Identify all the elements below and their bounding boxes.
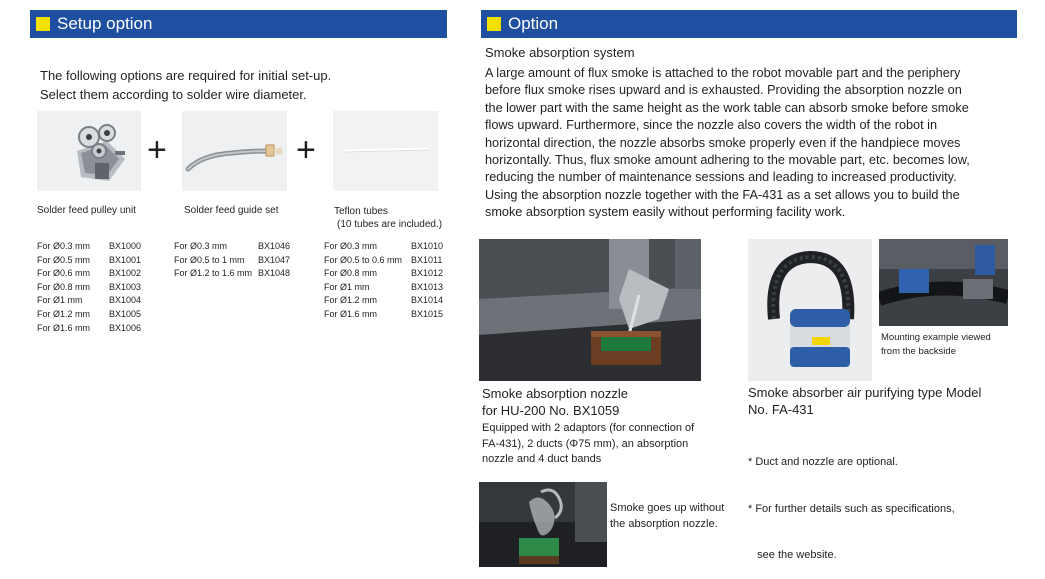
plus-sign-1: + (147, 131, 167, 169)
intro-line-2: Select them according to solder wire diameter. (40, 87, 307, 102)
teflon-name-line-2: (10 tubes are included.) (337, 219, 443, 230)
spec-diameter: For Ø0.8 mm (37, 281, 91, 292)
description-line: the lower part with the same height as the work table can absorb smoke before smoke (485, 100, 969, 115)
teflon-tubes-photo (333, 111, 438, 191)
header-square-icon (487, 17, 501, 31)
mounting-caption-line-1: Mounting example viewed (881, 332, 991, 343)
spec-code: BX1001 (109, 254, 142, 265)
spec-row (37, 254, 141, 268)
absorber-title-line-1: Smoke absorber air purifying type Model (748, 385, 982, 400)
teflon-tubes-name (334, 205, 442, 231)
spec-diameter: For Ø0.3 mm (324, 241, 378, 251)
mounting-caption (881, 331, 991, 359)
spec-row (37, 294, 141, 308)
spec-diameter: For Ø0.6 mm (37, 268, 91, 279)
spec-code: BX1000 (109, 241, 142, 251)
spec-row (37, 281, 141, 295)
absorption-nozzle-photo (479, 239, 701, 381)
spec-row (324, 294, 443, 308)
nozzle-desc-line-3: nozzle and 4 duct bands (482, 453, 602, 465)
spec-row (37, 322, 141, 336)
spec-diameter: For Ø0.3 mm (37, 241, 91, 251)
nozzle-title-line-1: Smoke absorption nozzle (482, 386, 628, 401)
spec-row (174, 267, 290, 281)
plus-sign-2: + (296, 131, 316, 169)
spec-diameter: For Ø0.5 to 0.6 mm (324, 254, 403, 265)
setup-option-title: Setup option (57, 14, 153, 33)
intro-line-1: The following options are required for initial set-up. (40, 68, 332, 83)
teflon-tubes-table (324, 240, 443, 322)
description-line: reducing the number of maintenance sessions and leading to increased productivity. (485, 170, 957, 185)
spec-diameter: For Ø0.5 to 1 mm (174, 254, 245, 265)
teflon-name-line-1: Teflon tubes (334, 206, 388, 217)
pulley-unit-photo (37, 111, 141, 191)
smoke-caption-line-2: the absorption nozzle. (610, 517, 718, 530)
spec-code: BX1005 (109, 308, 142, 319)
spec-diameter: For Ø0.3 mm (174, 241, 228, 251)
spec-diameter: For Ø1.2 mm (37, 308, 91, 319)
spec-code: BX1015 (411, 308, 444, 319)
smoke-without-nozzle-photo (479, 482, 607, 567)
spec-row (324, 308, 443, 322)
spec-row (324, 254, 443, 268)
spec-code: BX1012 (411, 268, 444, 279)
spec-row (324, 267, 443, 281)
mounting-example-photo (879, 239, 1008, 326)
pulley-unit-name: Solder feed pulley unit (37, 205, 136, 216)
fa431-absorber-photo (748, 239, 872, 381)
spec-code: BX1047 (258, 254, 291, 265)
smoke-system-subtitle: Smoke absorption system (485, 45, 635, 60)
spec-row (37, 267, 141, 281)
spec-code: BX1002 (109, 268, 142, 279)
spec-row (174, 254, 290, 268)
absorber-title (748, 384, 981, 418)
spec-diameter: For Ø1 mm (324, 281, 370, 292)
spec-code: BX1006 (109, 322, 142, 333)
spec-diameter: For Ø1.2 to 1.6 mm (174, 268, 253, 279)
spec-diameter: For Ø1.6 mm (324, 308, 378, 319)
smoke-caption (610, 501, 724, 532)
spec-row (324, 281, 443, 295)
spec-row (324, 240, 443, 254)
setup-intro (40, 66, 331, 104)
description-line: Using the absorption nozzle together with the FA-431 as a set allows you to build the (485, 187, 960, 202)
description-line: before flux smoke rises upward and is exhausted. Providing the absorption nozzle on (485, 83, 962, 98)
setup-option-header (30, 10, 447, 38)
spec-code: BX1014 (411, 295, 444, 306)
spec-diameter: For Ø1.2 mm (324, 295, 378, 306)
mounting-caption-line-2: from the backside (881, 346, 956, 357)
feed-guide-table (174, 240, 290, 281)
absorber-title-line-2: No. FA-431 (748, 402, 814, 417)
option-header (481, 10, 1017, 38)
feed-guide-photo (182, 111, 287, 191)
description-line: horizontally. Thus, flux smoke amount adhering to the movable part, etc. becomes low, (485, 153, 970, 168)
description-line: smoke absorption system easily without performing facility work. (485, 205, 846, 220)
spec-code: BX1010 (411, 241, 444, 251)
pulley-unit-table (37, 240, 141, 335)
smoke-system-description (485, 65, 1025, 222)
spec-diameter: For Ø1.6 mm (37, 322, 91, 333)
spec-diameter: For Ø0.5 mm (37, 254, 91, 265)
spec-diameter: For Ø0.8 mm (324, 268, 378, 279)
note-line-3: see the website. (748, 549, 837, 561)
absorber-notes (748, 424, 955, 579)
smoke-caption-line-1: Smoke goes up without (610, 502, 725, 514)
nozzle-desc-line-2: FA-431), 2 ducts (Φ75 mm), an absorption (482, 437, 689, 450)
description-line: flows upward. Furthermore, since the nozzle also covers the width of the robot in (485, 118, 938, 133)
spec-row (174, 240, 290, 254)
nozzle-title (482, 385, 628, 419)
spec-code: BX1013 (411, 281, 444, 292)
option-title: Option (508, 14, 559, 33)
spec-row (37, 308, 141, 322)
spec-diameter: For Ø1 mm (37, 295, 83, 306)
header-square-icon (36, 17, 50, 31)
spec-code: BX1003 (109, 281, 142, 292)
spec-code: BX1046 (258, 241, 291, 251)
note-line-1: * Duct and nozzle are optional. (748, 456, 898, 468)
spec-row (37, 240, 141, 254)
spec-code: BX1011 (411, 254, 443, 265)
note-line-2: * For further details such as specifications, (748, 502, 955, 515)
nozzle-description (482, 421, 694, 468)
spec-code: BX1048 (258, 268, 291, 279)
nozzle-desc-line-1: Equipped with 2 adaptors (for connection of (482, 422, 695, 434)
feed-guide-name: Solder feed guide set (184, 205, 279, 216)
description-line: A large amount of flux smoke is attached to the robot movable part and the periphery (485, 66, 961, 80)
nozzle-title-line-2: for HU-200 No. BX1059 (482, 403, 620, 418)
description-line: horizontal direction, the nozzle absorbs smoke properly even if the handpiece moves (485, 135, 961, 150)
spec-code: BX1004 (109, 295, 142, 306)
